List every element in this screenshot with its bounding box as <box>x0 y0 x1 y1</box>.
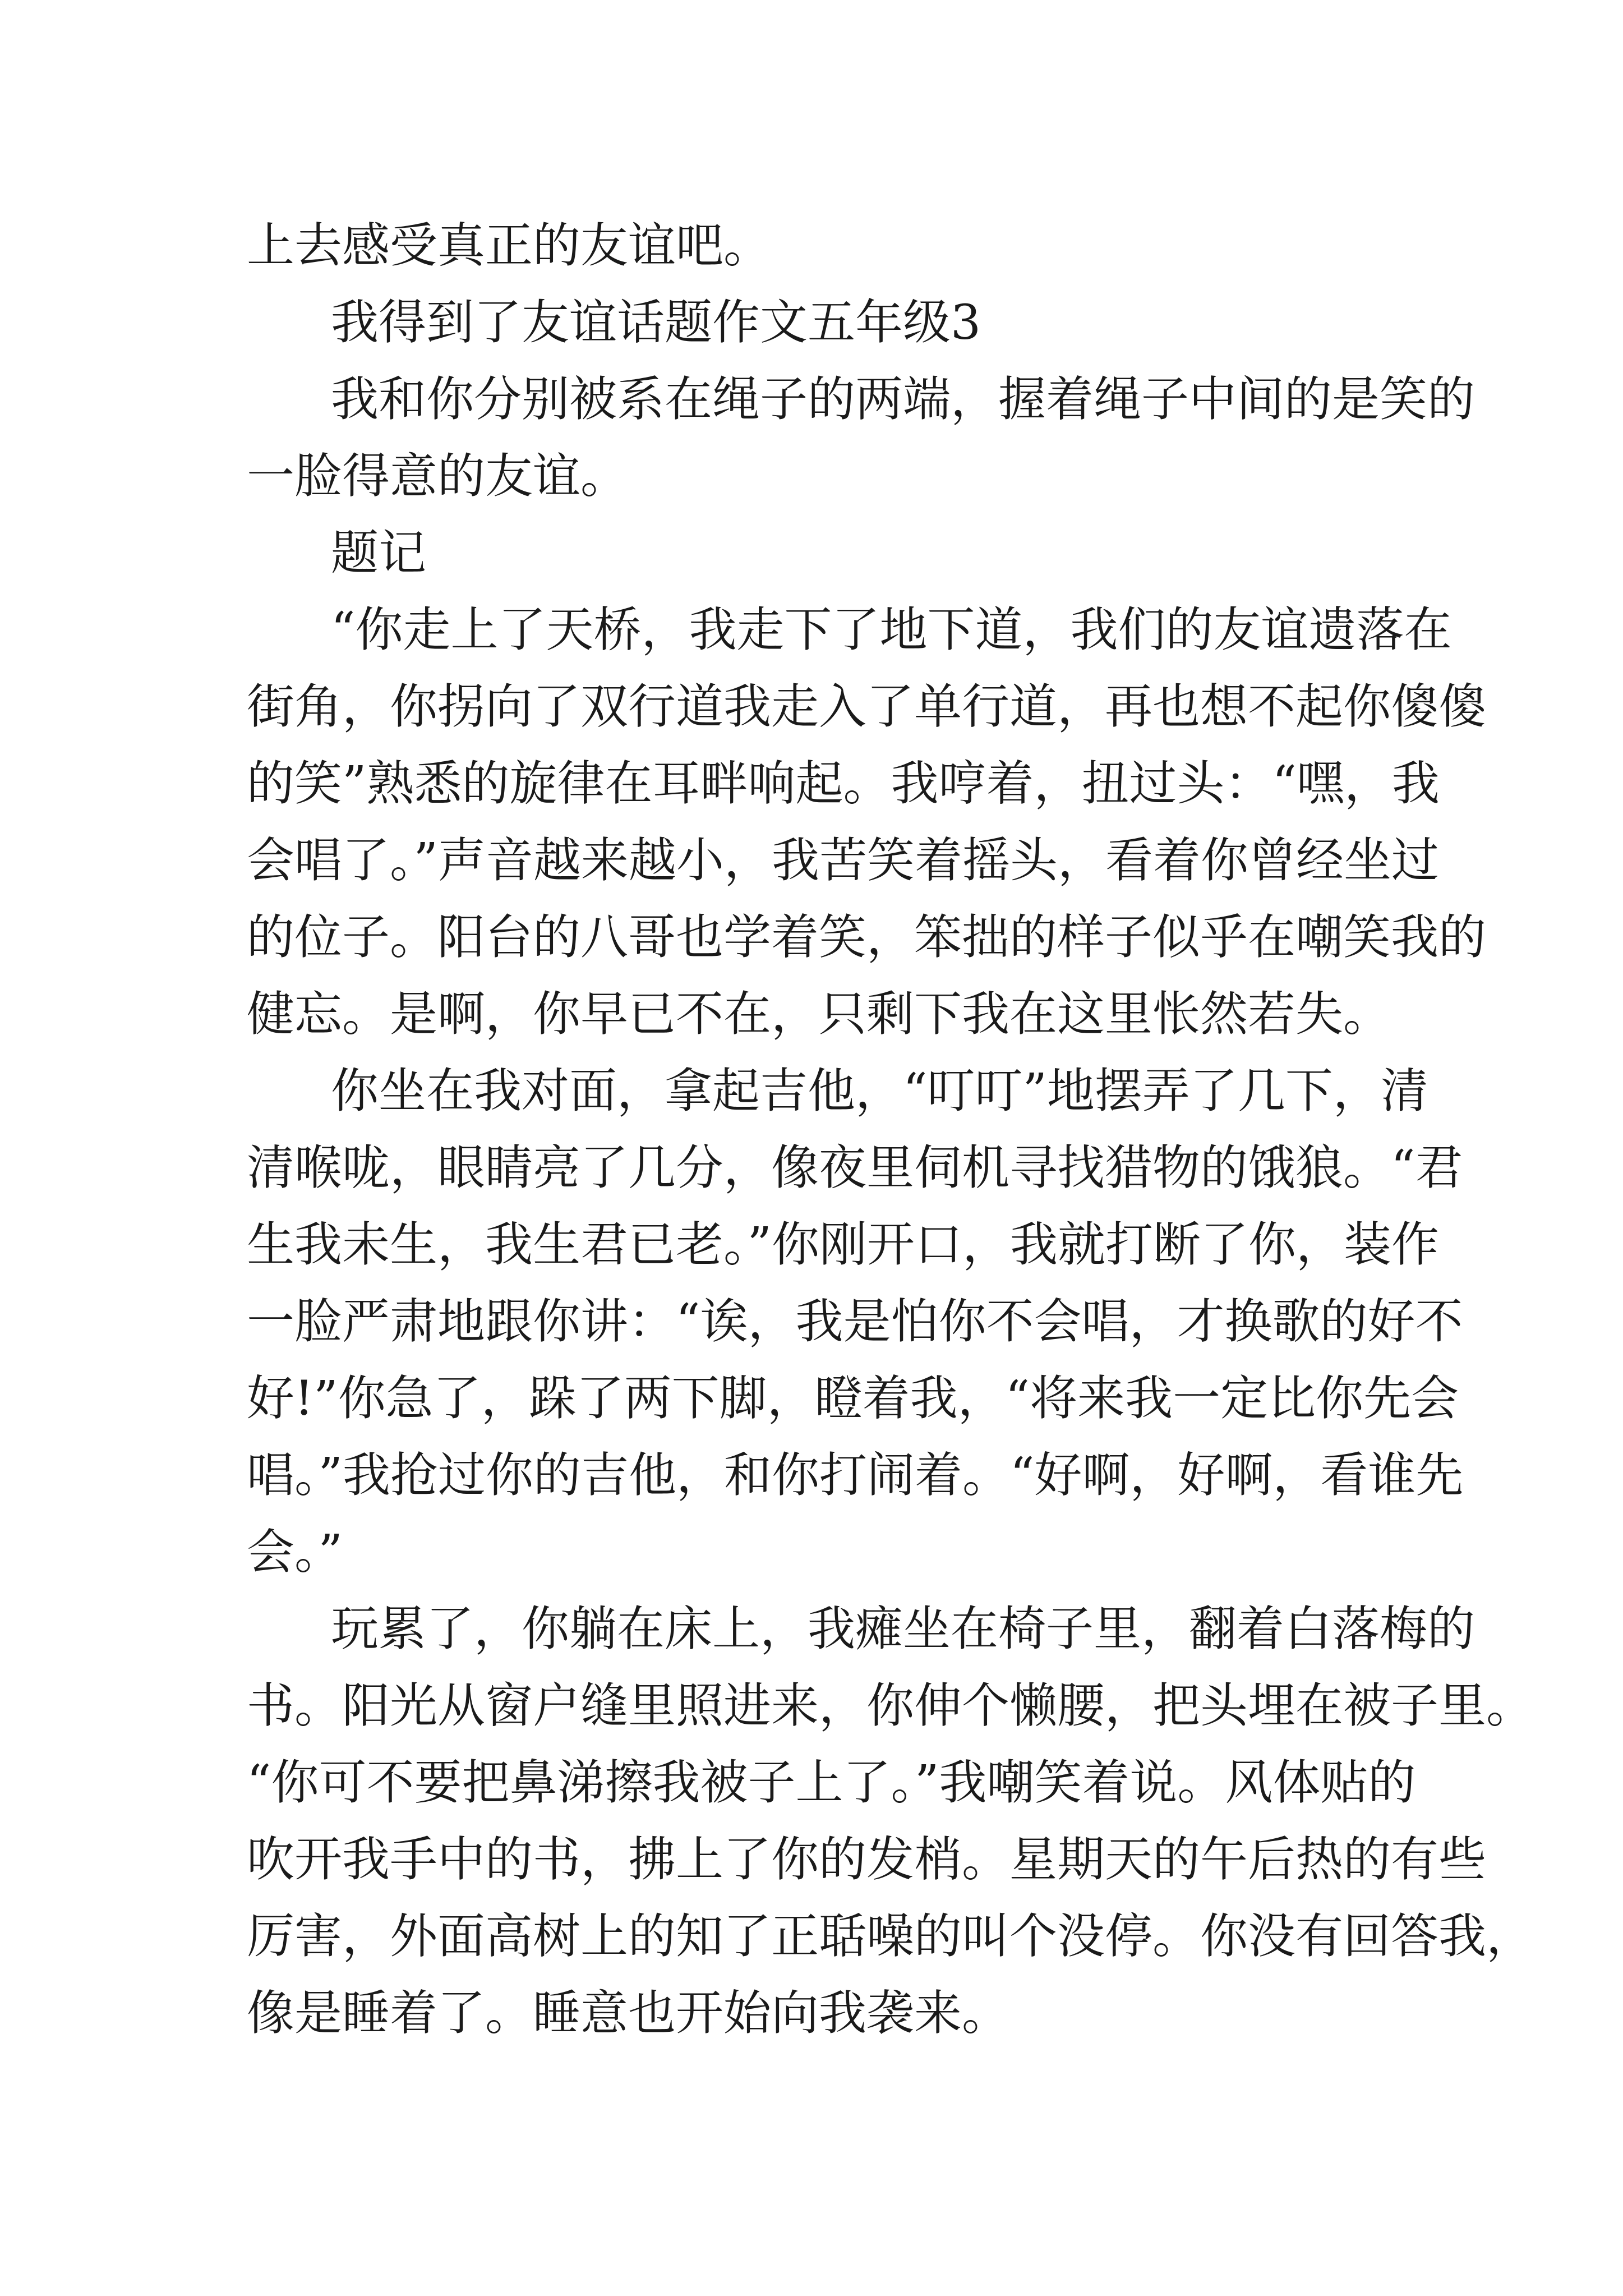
text-line: 我得到了友谊话题作文五年级3 <box>331 295 981 351</box>
document-body <box>247 208 1534 2052</box>
text-line: 题记 <box>331 526 427 581</box>
text-line: 好!”你急了，跺了两下脚，瞪着我，“将来我一定比你先会 <box>247 1371 1459 1427</box>
text-line: 一脸得意的友谊。 <box>247 449 629 504</box>
text-line: “你可不要把鼻涕擦我被子上了。”我嘲笑着说。风体贴的 <box>247 1755 1416 1811</box>
text-line: 唱。”我抢过你的吉他，和你打闹着。“好啊，好啊，看谁先 <box>247 1448 1464 1503</box>
text-line: 像是睡着了。睡意也开始向我袭来。 <box>247 1986 1010 2041</box>
text-line: 生我未生，我生君已老。”你刚开口，我就打断了你，装作 <box>247 1217 1439 1273</box>
text-line: 玩累了，你躺在床上，我瘫坐在椅子里，翻着白落梅的 <box>331 1602 1476 1657</box>
text-line: 上去感受真正的友谊吧。 <box>247 218 772 274</box>
text-line: 厉害，外面高树上的知了正聒噪的叫个没停。你没有回答我， <box>247 1909 1534 1964</box>
text-line: 会唱了。”声音越来越小，我苦笑着摇头，看着你曾经坐过 <box>247 833 1439 889</box>
text-line: 会。” <box>247 1525 343 1580</box>
text-line: 的位子。阳台的八哥也学着笑，笨拙的样子似乎在嘲笑我的 <box>247 910 1487 965</box>
text-line: 我和你分别被系在绳子的两端，握着绳子中间的是笑的 <box>331 372 1476 427</box>
text-line: 清喉咙，眼睛亮了几分，像夜里伺机寻找猎物的饿狼。“君 <box>247 1140 1463 1196</box>
text-line: 吹开我手中的书，拂上了你的发梢。星期天的午后热的有些 <box>247 1832 1487 1888</box>
text-line: 一脸严肃地跟你讲：“诶，我是怕你不会唱，才换歌的好不 <box>247 1294 1463 1350</box>
text-line: 书。阳光从窗户缝里照进来，你伸个懒腰，把头埋在被子里。 <box>247 1678 1534 1734</box>
text-line: “你走上了天桥，我走下了地下道，我们的友谊遗落在 <box>331 602 1452 658</box>
text-line: 你坐在我对面，拿起吉他，“叮叮”地摆弄了几下，清 <box>331 1064 1428 1119</box>
text-line: 健忘。是啊，你早已不在，只剩下我在这里怅然若失。 <box>247 987 1391 1042</box>
text-line: 街角，你拐向了双行道我走入了单行道，再也想不起你傻傻 <box>247 679 1487 735</box>
text-line: 的笑”熟悉的旋律在耳畔响起。我哼着，扭过头：“嘿，我 <box>247 756 1440 812</box>
